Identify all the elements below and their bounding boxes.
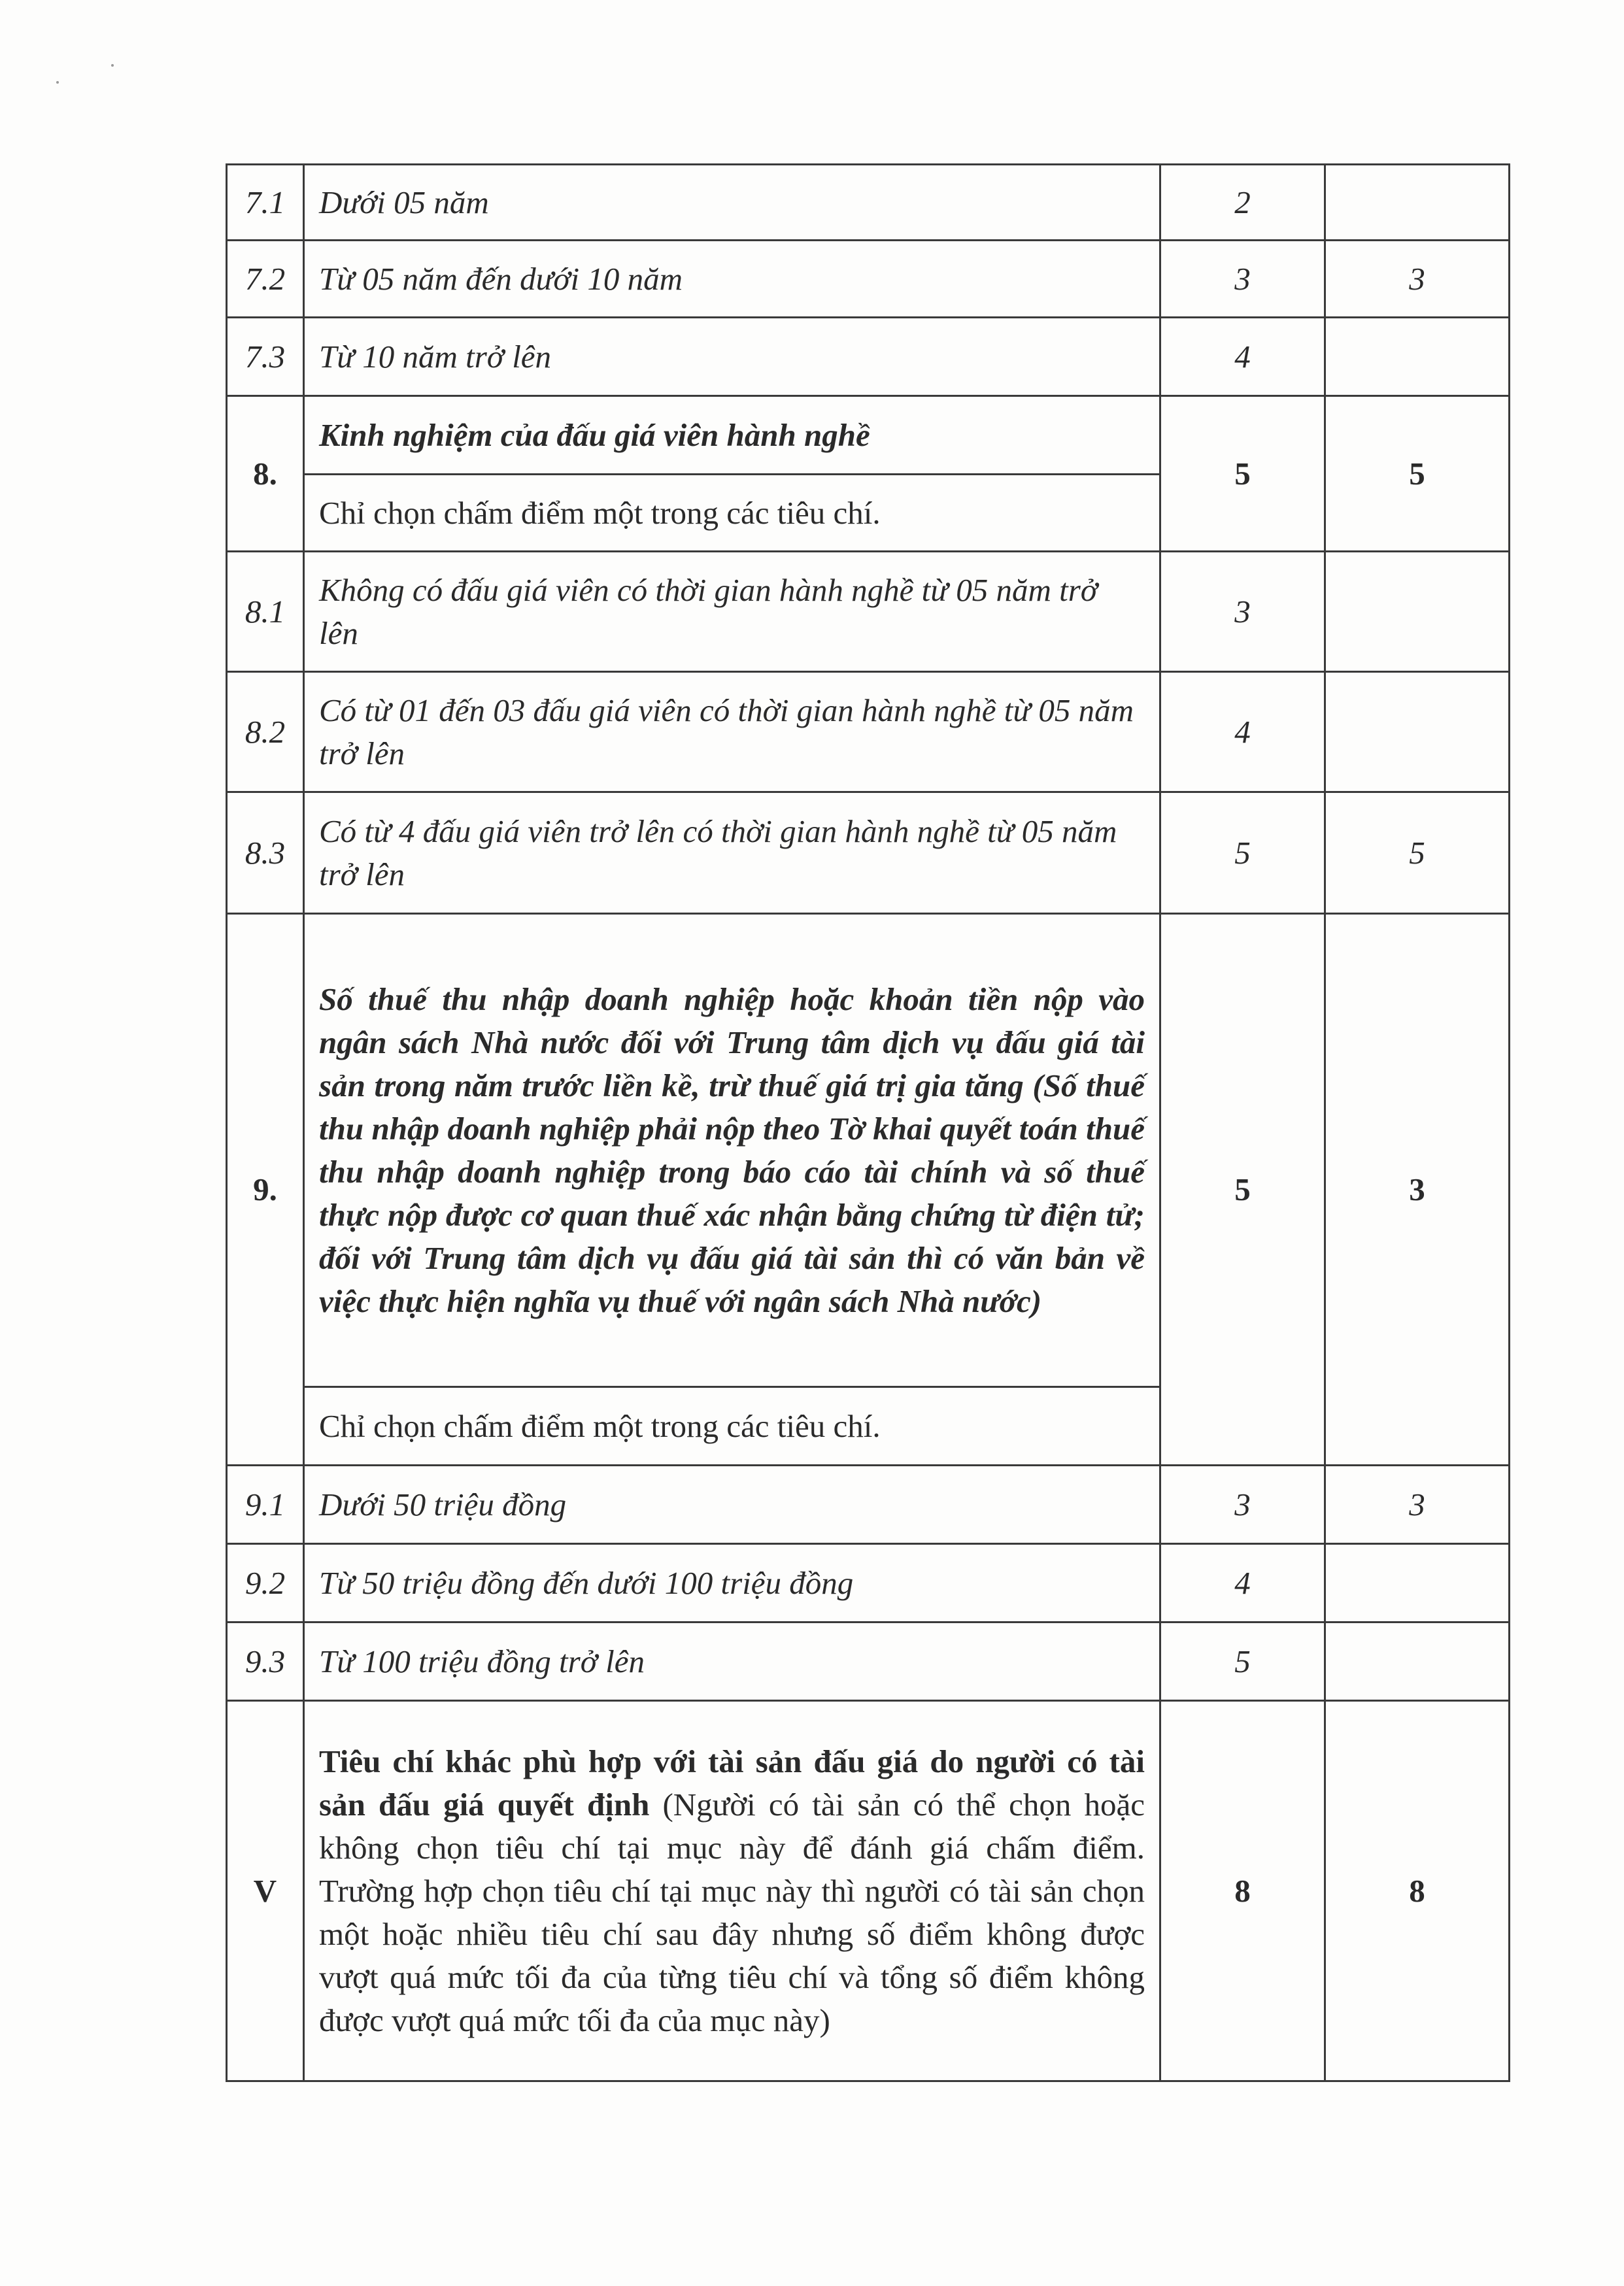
table-row	[227, 165, 1510, 241]
max-score: 5	[1160, 914, 1325, 1466]
table-row	[227, 1544, 1510, 1622]
row-number: 8.1	[227, 552, 304, 672]
criterion-text: Dưới 05 năm	[304, 165, 1160, 241]
row-number: 7.1	[227, 165, 304, 241]
criterion-description: (Người có tài sản có thể chọn hoặc không chọn tiêu chí tại mục này để đánh giá chấm điểm. Trường hợp chọn tiêu chí tại mục này thì người có tài sản chọn một hoặc nhiều tiêu chí sau đây nhưng số điểm không được vượt quá mức tối đa của từng tiêu chí và tổng số điểm không được vượt quá mức tối đa của mục này)	[319, 1786, 1145, 2038]
table-row	[227, 552, 1510, 672]
scan-speck	[56, 81, 59, 84]
max-score: 4	[1160, 318, 1325, 396]
max-score: 2	[1160, 165, 1325, 241]
max-score: 3	[1160, 241, 1325, 318]
row-number: 9.3	[227, 1622, 304, 1701]
criterion-text: Không có đấu giá viên có thời gian hành nghề từ 05 năm trở lên	[304, 552, 1160, 672]
awarded-score	[1325, 672, 1510, 792]
awarded-score	[1325, 165, 1510, 241]
awarded-score: 5	[1325, 792, 1510, 914]
criterion-text: Có từ 01 đến 03 đấu giá viên có thời gian hành nghề từ 05 năm trở lên	[304, 672, 1160, 792]
criterion-note: Chỉ chọn chấm điểm một trong các tiêu chí.	[304, 475, 1160, 552]
awarded-score: 5	[1325, 396, 1510, 552]
table-row	[227, 1622, 1510, 1701]
max-score: 5	[1160, 396, 1325, 552]
row-number: 9.2	[227, 1544, 304, 1622]
awarded-score	[1325, 318, 1510, 396]
table-row	[227, 318, 1510, 396]
max-score: 3	[1160, 552, 1325, 672]
criterion-heading: Tiêu chí khác phù hợp với tài sản đấu giá do người có tài sản đấu giá quyết định	[319, 1743, 1145, 1823]
criterion-text: Từ 10 năm trở lên	[304, 318, 1160, 396]
awarded-score: 3	[1325, 241, 1510, 318]
max-score: 5	[1160, 1622, 1325, 1701]
scan-speck	[111, 64, 114, 67]
awarded-score	[1325, 552, 1510, 672]
max-score: 3	[1160, 1466, 1325, 1544]
row-number: 7.3	[227, 318, 304, 396]
table-row	[227, 914, 1510, 1387]
row-number: 8.	[227, 396, 304, 552]
awarded-score	[1325, 1544, 1510, 1622]
criterion-text: Có từ 4 đấu giá viên trở lên có thời gian hành nghề từ 05 năm trở lên	[304, 792, 1160, 914]
awarded-score	[1325, 1622, 1510, 1701]
awarded-score: 8	[1325, 1701, 1510, 2081]
criteria-table	[226, 163, 1510, 2082]
criterion-text: Dưới 50 triệu đồng	[304, 1466, 1160, 1544]
criterion-text: Từ 05 năm đến dưới 10 năm	[304, 241, 1160, 318]
max-score: 8	[1160, 1701, 1325, 2081]
row-number: 7.2	[227, 241, 304, 318]
criterion-text	[304, 1701, 1160, 2081]
table-row	[227, 396, 1510, 475]
max-score: 5	[1160, 792, 1325, 914]
criterion-note: Chỉ chọn chấm điểm một trong các tiêu chí.	[304, 1387, 1160, 1466]
table-row	[227, 1466, 1510, 1544]
table-row	[227, 1701, 1510, 2081]
max-score: 4	[1160, 1544, 1325, 1622]
criterion-text: Từ 100 triệu đồng trở lên	[304, 1622, 1160, 1701]
max-score: 4	[1160, 672, 1325, 792]
row-number: 8.2	[227, 672, 304, 792]
table-row	[227, 672, 1510, 792]
row-number: 9.	[227, 914, 304, 1466]
row-number: 9.1	[227, 1466, 304, 1544]
criterion-heading: Số thuế thu nhập doanh nghiệp hoặc khoản tiền nộp vào ngân sách Nhà nước đối với Trung tâm dịch vụ đấu giá tài sản trong năm trước liền kề, trừ thuế giá trị gia tăng (Số thuế thu nhập doanh nghiệp phải nộp theo Tờ khai quyết toán thuế thu nhập doanh nghiệp trong báo cáo tài chính và số thuế thực nộp được cơ quan thuế xác nhận bằng chứng từ điện tử; đối với Trung tâm dịch vụ đấu giá tài sản thì có văn bản về việc thực hiện nghĩa vụ thuế với ngân sách Nhà nước)	[304, 914, 1160, 1387]
awarded-score: 3	[1325, 1466, 1510, 1544]
row-number: 8.3	[227, 792, 304, 914]
table-row	[227, 241, 1510, 318]
awarded-score: 3	[1325, 914, 1510, 1466]
row-number: V	[227, 1701, 304, 2081]
table-row	[227, 792, 1510, 914]
criterion-heading: Kinh nghiệm của đấu giá viên hành nghề	[304, 396, 1160, 475]
criterion-text: Từ 50 triệu đồng đến dưới 100 triệu đồng	[304, 1544, 1160, 1622]
